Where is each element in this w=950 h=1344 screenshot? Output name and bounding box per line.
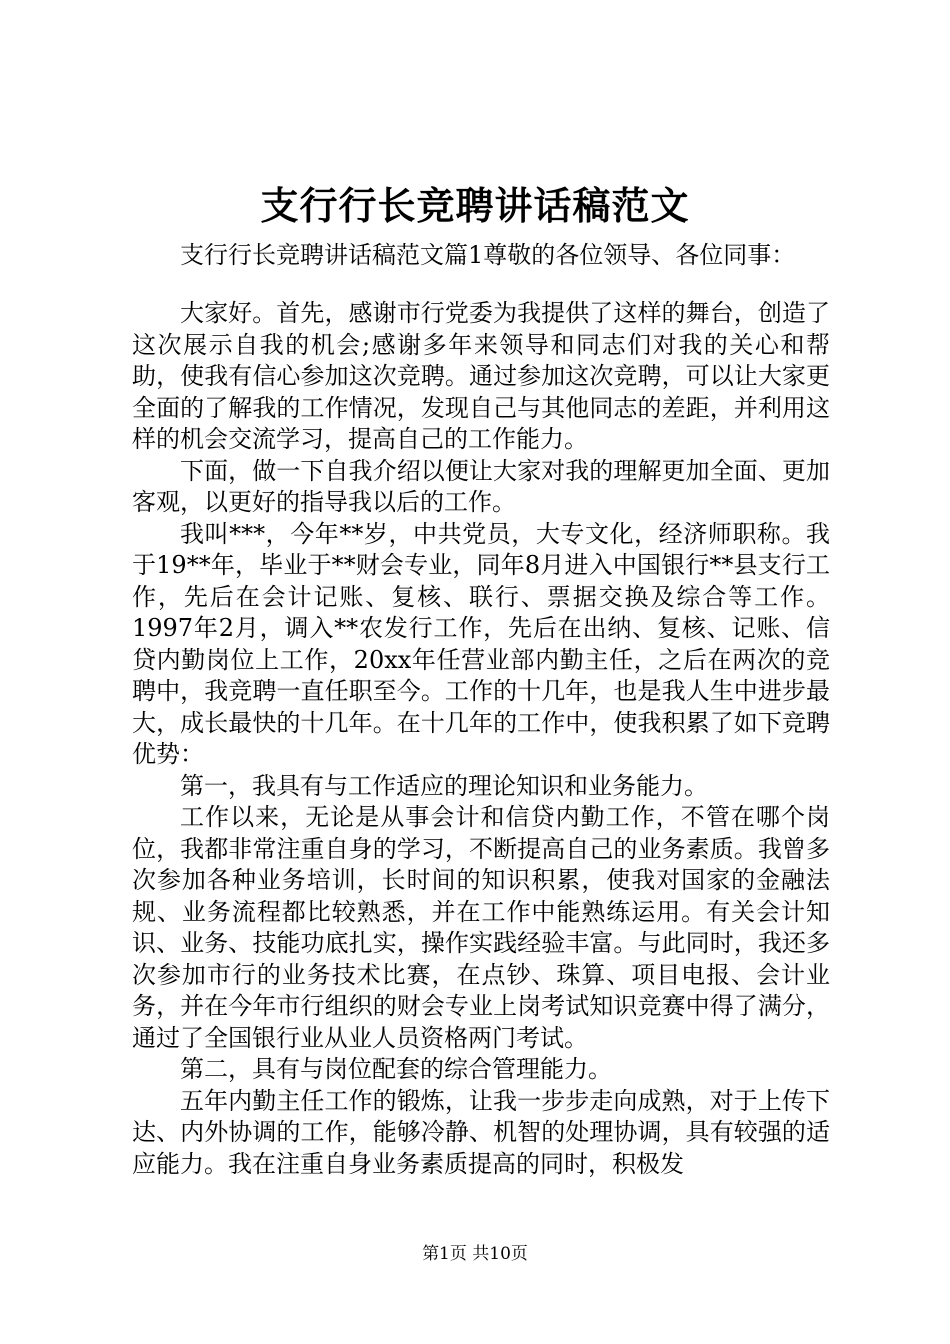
paragraph: 我叫***，今年**岁，中共党员，大专文化，经济师职称。我于19**年，毕业于**财会专业，同年8月进入中国银行**县支行工作，先后在会计记账、复核、联行、票据交换及综合等工作。1997年2月，调入**农发行工作，先后在出纳、复核、记账、信贷内勤岗位上工作，20xx年任营业部内勤主任，之后在两次的竞聘中，我竞聘一直任职至今。工作的十几年，也是我人生中进步最大，成长最快的十几年。在十几年的工作中，使我积累了如下竞聘优势：	[132, 519, 830, 768]
paragraph: 下面，做一下自我介绍以便让大家对我的理解更加全面、更加客观，以更好的指导我以后的工作。	[132, 456, 830, 516]
paragraph: 大家好。首先，感谢市行党委为我提供了这样的舞台，创造了这次展示自我的机会;感谢多年来领导和同志们对我的关心和帮助，使我有信心参加这次竞聘。通过参加这次竞聘，可以让大家更全面的了解我的工作情况，发现自己与其他同志的差距，并利用这样的机会交流学习，提高自己的工作能力。	[132, 299, 830, 453]
paragraph: 工作以来，无论是从事会计和信贷内勤工作，不管在哪个岗位，我都非常注重自身的学习，不断提高自己的业务素质。我曾多次参加各种业务培训，长时间的知识积累，使我对国家的金融法规、业务流程都比较熟悉，并在工作中能熟练运用。有关会计知识、业务、技能功底扎实，操作实践经验丰富。与此同时，我还多次参加市行的业务技术比赛，在点钞、珠算、项目电报、会计业务，并在今年市行组织的财会专业上岗考试知识竞赛中得了满分，通过了全国银行业从业人员资格两门考试。	[132, 803, 830, 1052]
page-footer: 第1页 共10页	[422, 1244, 528, 1264]
document-title: 支行行长竞聘讲话稿范文	[260, 183, 690, 228]
paragraph: 第二，具有与岗位配套的综合管理能力。	[180, 1055, 612, 1083]
document-body	[132, 298, 830, 1180]
document-intro: 支行行长竞聘讲话稿范文篇1尊敬的各位领导、各位同事：	[180, 241, 796, 269]
paragraph: 五年内勤主任工作的锻炼，让我一步步走向成熟，对于上传下达、内外协调的工作，能够冷静、机智的处理协调，具有较强的适应能力。我在注重自身业务素质提高的同时，积极发	[132, 1086, 830, 1178]
paragraph: 第一，我具有与工作适应的理论知识和业务能力。	[180, 771, 708, 800]
